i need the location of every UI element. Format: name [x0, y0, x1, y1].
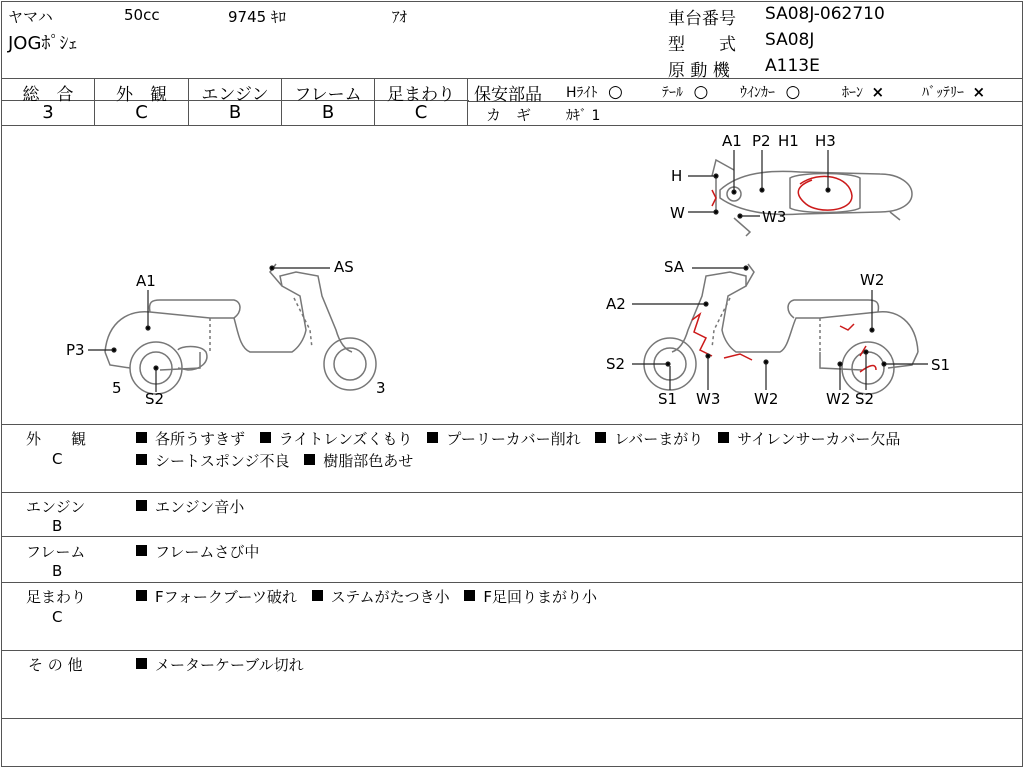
safety-item-label: ｳｲﾝｶｰ — [740, 85, 775, 101]
remark-item: プーリーカバー削れ — [446, 430, 581, 448]
remark-category: 足まわり — [26, 588, 87, 606]
safety-item-mark: ○ — [785, 82, 801, 102]
diagram-label-right: W2 — [860, 271, 885, 289]
safety-item-tail — [662, 82, 708, 102]
type-value: SA08J — [765, 30, 815, 50]
remark-line — [136, 586, 607, 607]
remark-item: Fフォークブーツ破れ — [155, 588, 297, 606]
grade-suspension-value: C — [414, 102, 428, 123]
diagram-label-left: 5 — [112, 379, 122, 397]
diagram-label-right: S2 — [606, 355, 626, 373]
remark-category: フレーム — [26, 543, 86, 561]
diagram-label-left: P3 — [66, 341, 85, 359]
diagram-label-top: W — [670, 204, 685, 222]
safety-item-label: ﾃｰﾙ — [662, 85, 683, 101]
type-label: 型 式 — [668, 35, 736, 55]
bullet-icon — [136, 590, 147, 601]
diagram-label-top: H — [671, 167, 683, 185]
remark-category: 外 観 — [26, 430, 87, 448]
remark-item: 各所うすきず — [155, 430, 246, 448]
safety-item-label: ﾎｰﾝ — [842, 85, 863, 101]
chassis-value: SA08J-062710 — [765, 4, 885, 24]
divider — [2, 424, 1022, 425]
diagram-label-top: H3 — [815, 132, 836, 150]
diagram-label-left: A1 — [136, 272, 156, 290]
safety-item-headlight — [566, 82, 623, 102]
bullet-icon — [595, 432, 606, 443]
diagram-label-right: W2 — [826, 390, 851, 408]
diagram-label-right: S1 — [658, 390, 678, 408]
grade-engine-label: エンジン — [201, 85, 269, 105]
diagram-label-right: W2 — [754, 390, 779, 408]
bullet-icon — [136, 500, 147, 511]
safety-item-winker — [740, 82, 800, 102]
grade-frame-label: フレーム — [294, 85, 362, 105]
divider — [2, 536, 1022, 537]
diagram-label-top: A1 — [722, 132, 742, 150]
grade-engine-value: B — [228, 102, 242, 123]
bullet-icon — [718, 432, 729, 443]
safety-item-mark: × — [871, 83, 885, 101]
diagram-label-top: W3 — [762, 208, 787, 226]
chassis-label: 車台番号 — [668, 9, 736, 29]
remark-category: エンジン — [26, 498, 86, 516]
safety-item-label: ﾊﾞｯﾃﾘｰ — [922, 85, 964, 101]
diagram-label-right: S1 — [931, 356, 951, 374]
bullet-icon — [260, 432, 271, 443]
diagram-label-right: SA — [664, 258, 685, 276]
key-value: ｶｷﾞ 1 — [566, 108, 601, 124]
remark-item: F足回りまがり小 — [483, 588, 597, 606]
remark-item: サイレンサーカバー欠品 — [737, 430, 901, 448]
displacement: 50cc — [124, 6, 160, 24]
diagram-label-left: AS — [334, 258, 354, 276]
safety-item-mark: ○ — [607, 82, 623, 102]
maker: ヤマハ — [8, 8, 53, 26]
engine-value: A113E — [765, 56, 820, 76]
body-color: ｱｵ — [392, 8, 408, 26]
remark-item: メーターケーブル切れ — [155, 656, 304, 674]
diagram-label-right: A2 — [606, 295, 626, 313]
bullet-icon — [136, 432, 147, 443]
safety-item-mark: ○ — [693, 82, 709, 102]
grade-frame-value: B — [321, 102, 335, 123]
bullet-icon — [464, 590, 475, 601]
divider — [2, 78, 1022, 79]
remark-item: 樹脂部色あせ — [323, 452, 414, 470]
bullet-icon — [136, 658, 147, 669]
safety-item-battery — [922, 82, 985, 102]
divider — [2, 718, 1022, 719]
diagram-label-top: H1 — [778, 132, 799, 150]
remark-item: シートスポンジ不良 — [155, 452, 290, 470]
safety-item-horn — [842, 82, 884, 102]
divider — [2, 582, 1022, 583]
remark-grade: C — [52, 608, 63, 626]
grade-exterior-label: 外 観 — [116, 85, 167, 105]
safety-item-mark: × — [972, 83, 986, 101]
model-name: JOGﾎﾟｼｪ — [8, 33, 78, 54]
remark-line — [136, 541, 269, 562]
remark-item: フレームさび中 — [155, 543, 260, 561]
remark-line — [136, 428, 910, 449]
grade-total-value: 3 — [42, 102, 54, 123]
divider — [467, 78, 468, 125]
remark-line — [136, 496, 254, 517]
bullet-icon — [312, 590, 323, 601]
divider — [2, 492, 1022, 493]
remark-item: エンジン音小 — [155, 498, 245, 516]
safety-item-label: Hﾗｲﾄ — [566, 85, 598, 101]
remark-grade: C — [52, 450, 63, 468]
bullet-icon — [136, 454, 147, 465]
engine-label: 原 動 機 — [668, 61, 730, 81]
mileage: 9745 ｷﾛ — [228, 8, 286, 26]
grade-exterior-value: C — [135, 102, 148, 123]
diagram-label-right: W3 — [696, 390, 721, 408]
remark-item: ステムがたつき小 — [330, 588, 450, 606]
grade-total-label: 総 合 — [22, 85, 74, 105]
remark-grade: B — [52, 562, 63, 580]
diagram-label-left: 3 — [376, 379, 386, 397]
safety-title: 保安部品 — [474, 85, 542, 105]
divider — [2, 650, 1022, 651]
bullet-icon — [427, 432, 438, 443]
remark-category: そ の 他 — [28, 656, 83, 674]
remark-grade: B — [52, 517, 63, 535]
bullet-icon — [136, 545, 147, 556]
key-label: カ ギ — [486, 106, 532, 124]
bullet-icon — [304, 454, 315, 465]
diagram-label-right: S2 — [855, 390, 875, 408]
remark-line — [136, 450, 423, 471]
diagram-label-top: P2 — [752, 132, 771, 150]
grade-suspension-label: 足まわり — [387, 85, 455, 105]
scooter-diagram — [0, 126, 1024, 424]
remark-item: ライトレンズくもり — [278, 430, 413, 448]
remark-item: レバーまがり — [614, 430, 704, 448]
remark-line — [136, 654, 314, 675]
diagram-label-left: S2 — [145, 390, 165, 408]
